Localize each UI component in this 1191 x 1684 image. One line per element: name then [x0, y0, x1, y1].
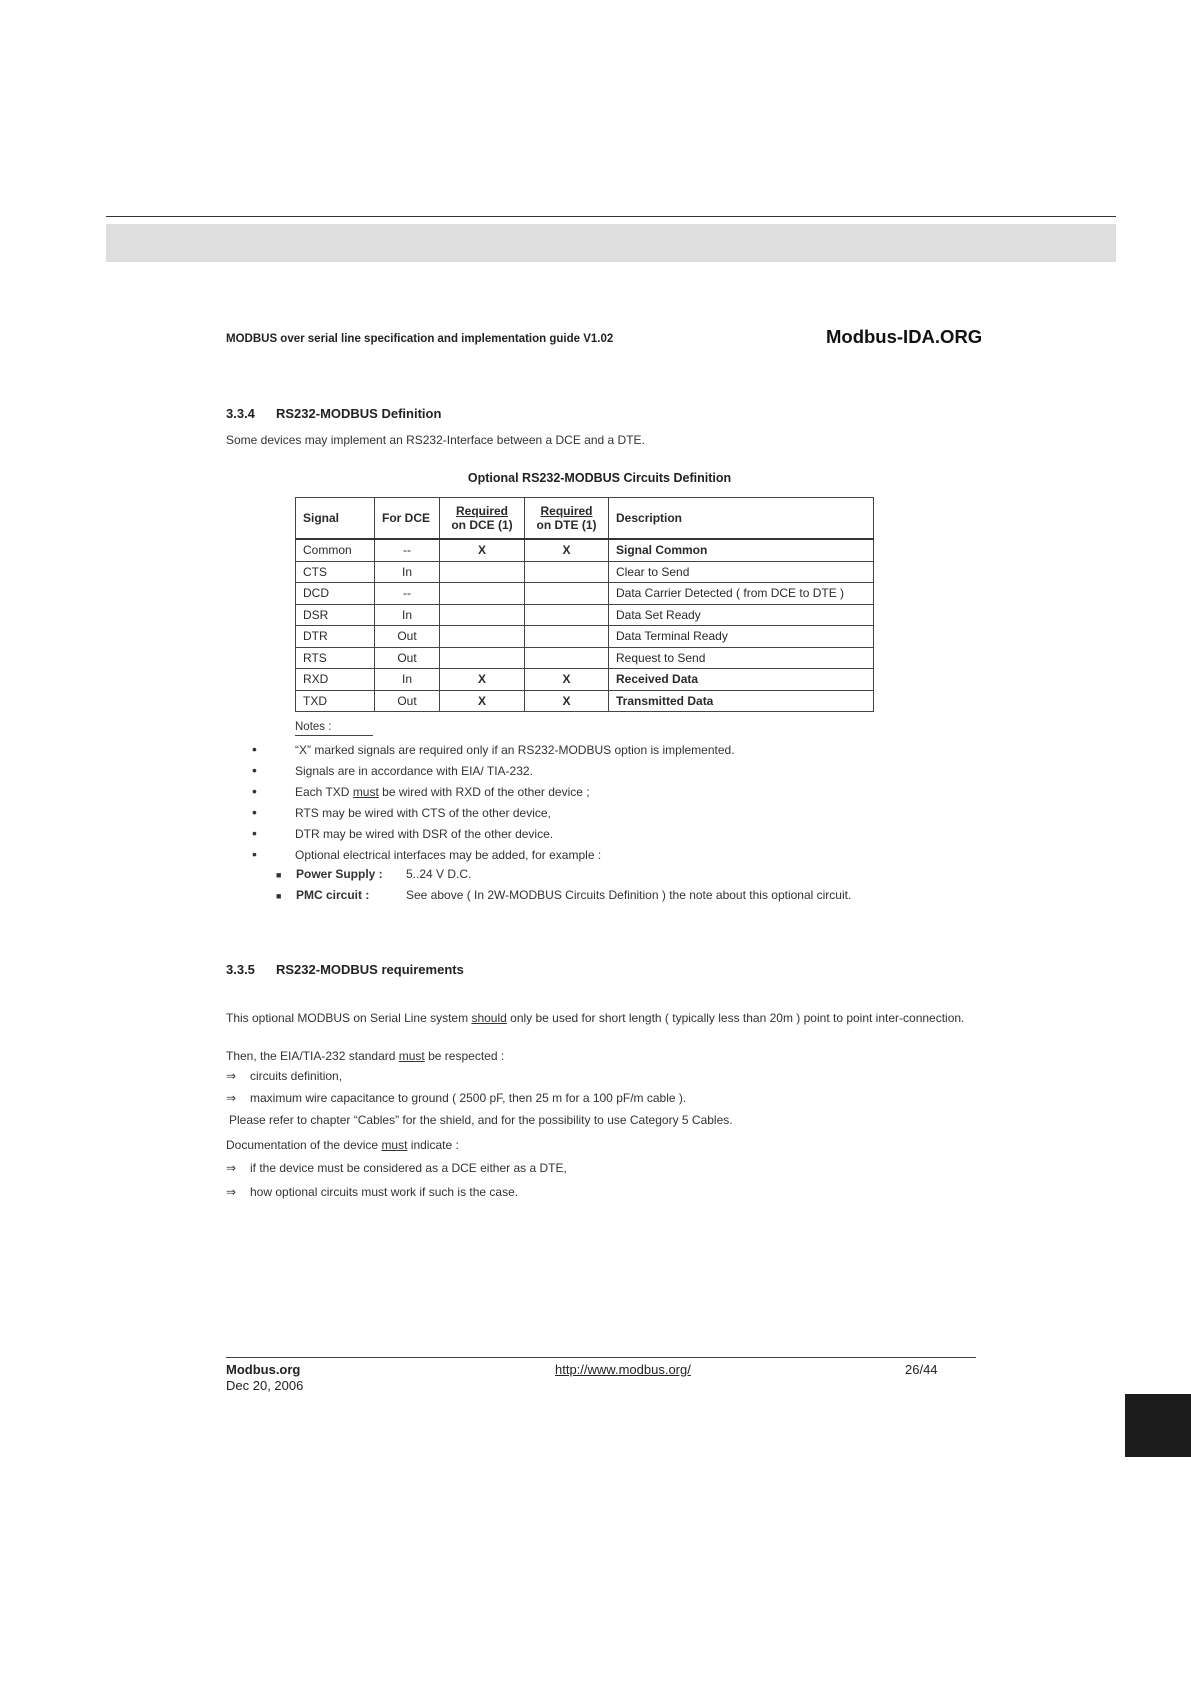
footer-rule [226, 1357, 976, 1358]
cell-for-dce: Out [375, 690, 440, 712]
note-bullet [252, 825, 553, 841]
requirement-text: maximum wire capacitance to ground ( 2500 pF, then 25 m for a 100 pF/m cable ). [250, 1091, 687, 1105]
section-335-paragraph-1 [226, 1011, 975, 1026]
section-335-paragraph-2 [226, 1049, 504, 1063]
notes-label: Notes : [295, 721, 332, 733]
cell-description: Transmitted Data [609, 690, 874, 712]
req-dce-line2: on DCE (1) [451, 518, 513, 532]
cell-description: Clear to Send [609, 561, 874, 583]
table-caption: Optional RS232-MODBUS Circuits Definition [467, 471, 732, 485]
cell-req-dte: X [525, 690, 609, 712]
note-text: Optional electrical interfaces may be added, for example : [295, 848, 602, 862]
note-text: RTS may be wired with CTS of the other device, [295, 806, 551, 820]
note-text: DTR may be wired with DSR of the other device. [295, 827, 554, 841]
cell-for-dce: Out [375, 626, 440, 648]
sub-text: 5..24 V D.C. [406, 867, 472, 881]
req-dce-line1: Required [455, 504, 508, 518]
col-header-req-dce [440, 498, 525, 540]
cell-for-dce: -- [375, 539, 440, 561]
table-row [296, 690, 874, 712]
requirement-item [226, 1091, 686, 1105]
sub-label: Power Supply : [296, 867, 383, 881]
section-334-heading [226, 406, 441, 421]
circuits-table [295, 497, 874, 712]
footer-url-link[interactable]: http://www.modbus.org/ [555, 1362, 691, 1377]
cell-description: Received Data [609, 669, 874, 691]
section-number: 3.3.4 [226, 406, 255, 421]
cell-signal: DTR [296, 626, 375, 648]
para-text-post: indicate : [407, 1138, 459, 1152]
cell-signal: RXD [296, 669, 375, 691]
cell-description: Data Carrier Detected ( from DCE to DTE ) [609, 583, 874, 605]
edge-thumb-tab [1125, 1394, 1191, 1457]
brand-name: Modbus-IDA.ORG [826, 326, 983, 347]
section-title: RS232-MODBUS requirements [276, 962, 464, 977]
table-row [296, 647, 874, 669]
cell-signal: Common [296, 539, 375, 561]
table-header-row [296, 498, 874, 540]
arrow-icon: ⇒ [226, 1069, 237, 1083]
cell-req-dce [440, 647, 525, 669]
cell-req-dce: X [440, 669, 525, 691]
table-row [296, 561, 874, 583]
table-row [296, 669, 874, 691]
cell-for-dce: In [375, 561, 440, 583]
col-header-for-dce: For DCE [375, 498, 440, 540]
cell-req-dce [440, 561, 525, 583]
cell-signal: DCD [296, 583, 375, 605]
cell-signal: DSR [296, 604, 375, 626]
note-text: “X” marked signals are required only if an RS232-MODBUS option is implemented. [295, 743, 735, 757]
note-bullet [252, 762, 533, 778]
footer-page-number: 26/44 [905, 1362, 938, 1377]
requirement-item [226, 1161, 567, 1175]
sub-label: PMC circuit : [296, 888, 370, 902]
arrow-icon: ⇒ [226, 1091, 237, 1105]
top-rule [106, 216, 1116, 217]
cell-signal: TXD [296, 690, 375, 712]
requirement-text: if the device must be considered as a DCE either as a DTE, [250, 1161, 567, 1175]
cell-description: Data Set Ready [609, 604, 874, 626]
cell-for-dce: In [375, 669, 440, 691]
cell-signal: RTS [296, 647, 375, 669]
para-text-pre: Documentation of the device [226, 1138, 382, 1152]
para-text-post: only be used for short length ( typically less than 20m ) point to point inter-connection. [506, 1011, 965, 1025]
section-335-paragraph-3: Please refer to chapter “Cables” for the shield, and for the possibility to use Category 5 Cables. [229, 1113, 733, 1127]
requirement-text: circuits definition, [250, 1069, 343, 1083]
note-bullet [252, 846, 601, 862]
para-text-pre: Then, the EIA/TIA-232 standard [226, 1049, 399, 1063]
req-dte-line1: Required [540, 504, 593, 518]
table-row [296, 626, 874, 648]
section-334-intro: Some devices may implement an RS232-Interface between a DCE and a DTE. [226, 433, 645, 447]
cell-req-dte [525, 604, 609, 626]
section-number: 3.3.5 [226, 962, 255, 977]
note-text-post: be wired with RXD of the other device ; [378, 785, 590, 799]
bullet-dot: • [252, 783, 257, 799]
note-bullet [252, 804, 551, 820]
table-row [296, 604, 874, 626]
cell-for-dce: Out [375, 647, 440, 669]
bullet-dot: • [252, 762, 257, 778]
arrow-icon: ⇒ [226, 1185, 237, 1199]
section-335-paragraph-4 [226, 1138, 459, 1152]
req-dte-line2: on DTE (1) [536, 518, 597, 532]
table-row [296, 539, 874, 561]
note-sub-bullet [276, 867, 471, 881]
cell-req-dte [525, 561, 609, 583]
cell-req-dce [440, 626, 525, 648]
para-text-emphasis: must [398, 1049, 425, 1063]
footer-org: Modbus.org [226, 1362, 301, 1377]
header-band [106, 224, 1116, 262]
cell-req-dce: X [440, 539, 525, 561]
square-bullet-icon: ■ [276, 891, 282, 901]
sub-text: See above ( In 2W-MODBUS Circuits Definition ) the note about this optional circuit. [406, 888, 852, 902]
bullet-dot: • [252, 741, 257, 757]
note-text-pre: Each TXD [295, 785, 353, 799]
arrow-icon: ⇒ [226, 1161, 237, 1175]
para-text-pre: This optional MODBUS on Serial Line system [226, 1011, 472, 1025]
cell-for-dce: In [375, 604, 440, 626]
cell-req-dte [525, 583, 609, 605]
document-title: MODBUS over serial line specification and implementation guide V1.02 [226, 333, 614, 345]
cell-req-dte [525, 647, 609, 669]
note-bullet [252, 741, 735, 757]
col-header-description: Description [609, 498, 874, 540]
cell-req-dte [525, 626, 609, 648]
cell-req-dce [440, 604, 525, 626]
square-bullet-icon: ■ [276, 870, 282, 880]
cell-req-dte: X [525, 539, 609, 561]
requirement-text: how optional circuits must work if such is the case. [250, 1185, 519, 1199]
footer-date: Dec 20, 2006 [226, 1378, 304, 1393]
cell-signal: CTS [296, 561, 375, 583]
note-bullet [252, 783, 590, 799]
col-header-req-dte [525, 498, 609, 540]
table-row [296, 583, 874, 605]
cell-description: Request to Send [609, 647, 874, 669]
cell-description: Data Terminal Ready [609, 626, 874, 648]
bullet-dot: • [252, 846, 257, 862]
section-title: RS232-MODBUS Definition [276, 406, 442, 421]
para-text-emphasis: must [381, 1138, 408, 1152]
cell-req-dce: X [440, 690, 525, 712]
note-sub-bullet [276, 888, 851, 902]
cell-for-dce: -- [375, 583, 440, 605]
cell-description: Signal Common [609, 539, 874, 561]
note-text: Signals are in accordance with EIA/ TIA-232. [295, 764, 533, 778]
cell-req-dte: X [525, 669, 609, 691]
col-header-signal: Signal [296, 498, 375, 540]
cell-req-dce [440, 583, 525, 605]
requirement-item [226, 1069, 342, 1083]
bullet-dot: • [252, 825, 257, 841]
bullet-dot: • [252, 804, 257, 820]
para-text-emphasis: should [471, 1011, 507, 1025]
requirement-item [226, 1185, 518, 1199]
para-text-post: be respected : [424, 1049, 505, 1063]
notes-underline [295, 735, 373, 736]
note-text-emphasis: must [352, 785, 379, 799]
section-335-heading [226, 962, 464, 977]
